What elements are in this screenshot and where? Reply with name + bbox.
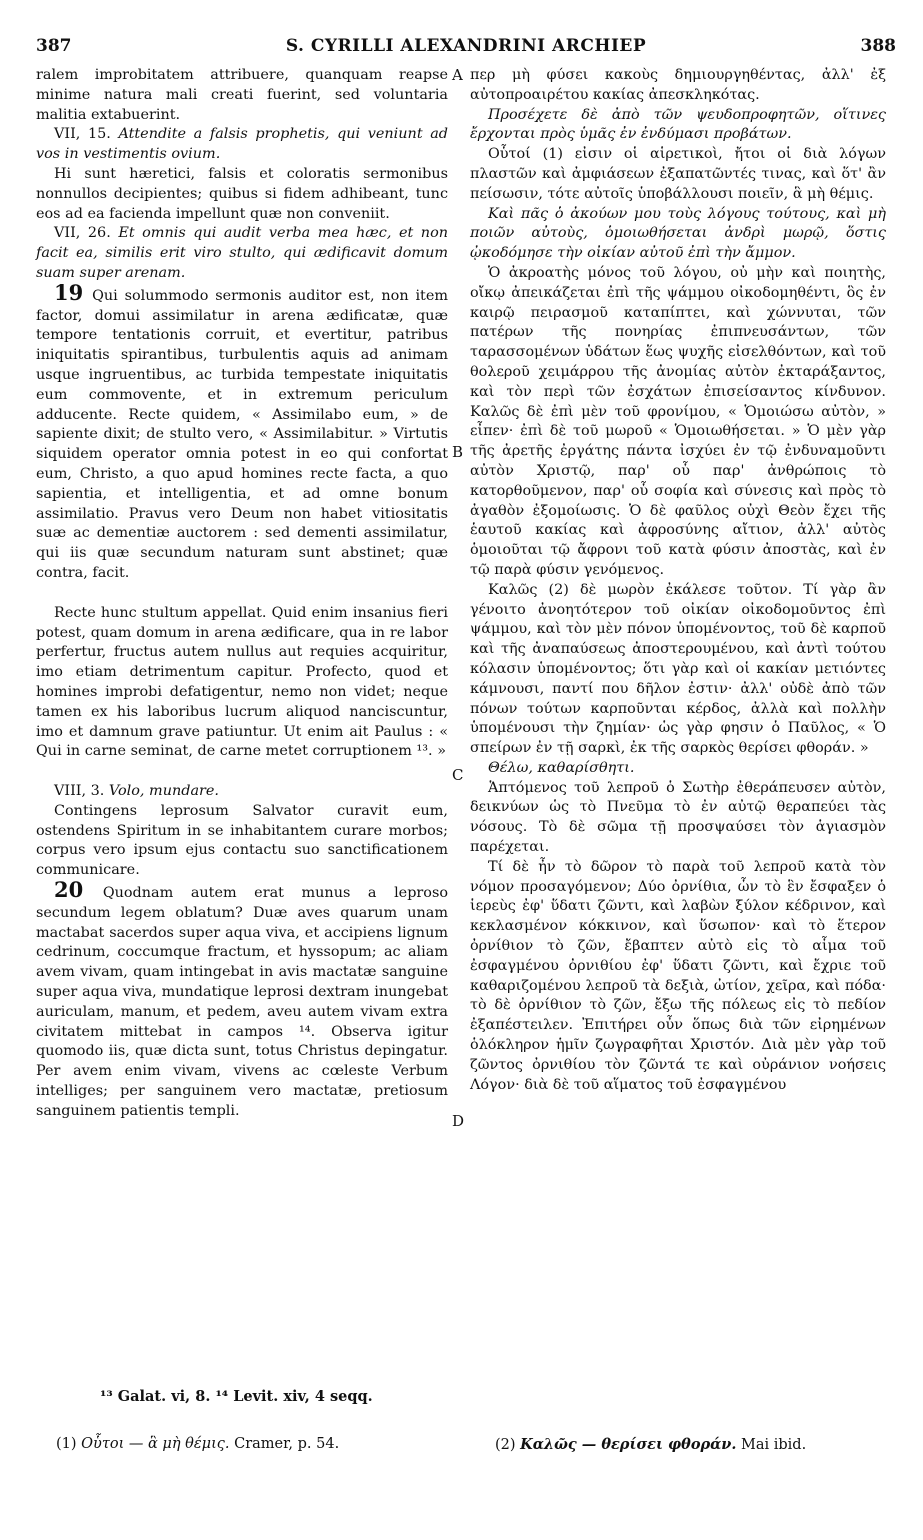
verse-quote: Et omnis qui audit verba mea hæc, et non facit ea, similis erit viro stulto, qui ædificavit domum suam super arenam. [36, 225, 449, 281]
editor-note-2: (2) Καλῶς — θερίσει φθοράν. Mai ibid. [495, 1436, 807, 1453]
greek-lemma: Θέλω, καθαρίσθητι. [488, 759, 635, 776]
latin-lemma [36, 224, 448, 283]
greek-paragraph: Ἁπτόμενος τοῦ λεπροῦ ὁ Σωτὴρ ἐθεράπευσεν αὐτὸν, δεικνύων ὡς τὸ Πνεῦμα τὸ ἐν αὐτῷ θεραπεύει τὰς νόσους. Τὸ δὲ σῶμα τῇ προσψαύσει τὸν ἁγιασμὸν παρέχεται. [470, 779, 886, 856]
verse-ref: VII, 26. [54, 225, 111, 242]
greek-paragraph: Ὁ ἀκροατὴς μόνος τοῦ λόγου, οὐ μὴν καὶ ποιητὴς, οἴκῳ ἀπεικάζεται ἐπὶ τῆς ψάμμου οἰκοδομηθέντι, ὃς ἐν καιρῷ πειρασμοῦ καταπίπτει, καὶ χώννυται, τῶν πατέρων τῆς πονηρίας ἐπιπνευσάντων, τῶν ταρασσομένων ὑδάτων ἕως ψυχῆς εἰσελθόντων, καὶ τοῦ θολεροῦ χειμάρρου τῆς ἀνομίας αὐτὸν ἐκταράξαντος, καὶ τὸν περὶ τῶν ἐσχάτων ἐπισείσαντος κίνδυνον. Καλῶς δὲ ἐπὶ μὲν τοῦ φρονίμου, « Ὁμοιώσω αὐτὸν, » εἶπεν· ἐπὶ δὲ τοῦ μωροῦ « Ὁμοιωθήσεται. » Ὁ μὲν γὰρ τῆς ἀρετῆς ἐργάτης πάντα ἰσχύει ἐν τῷ ἐνδυναμοῦντι αὐτὸν Χριστῷ, παρ' οὗ παρ' ἀνθρώποις τὸ κατορθοῦμενον, παρ' οὗ σοφία καὶ σύνεσις καὶ πρὸς τὸ ἀγαθὸν ἐξομοίωσις. Ὁ δὲ φαῦλος οὐχὶ Θεὸν ἔχει τῆς ἑαυτοῦ κακίας καὶ ἀφροσύνης αἴτιον, ἀλλ' αὐτὸς ὁμοιοῦται τῷ ἄφρονι τοῦ κατὰ φύσιν ἀποστὰς, καὶ ἐν τῷ παρὰ φύσιν γενόμενος. [470, 264, 886, 578]
verse-ref: VII, 15. [54, 126, 111, 143]
greek-lemma: Καὶ πᾶς ὁ ἀκούων μου τοὺς λόγους τούτους, καὶ μὴ ποιῶν αὐτοὺς, ὁμοιωθήσεται ἀνδρὶ μωρῷ, ὅστις ᾠκοδόμησε τὴν οἰκίαν αὐτοῦ ἐπὶ τὴν ἄμμον. [470, 205, 886, 262]
verse-quote: Attendite a falsis prophetis, qui veniunt ad vos in vestimentis ovium. [36, 126, 449, 163]
paragraph-gap [36, 762, 448, 782]
editor-note-1: (1) Οὗτοι — ἃ μὴ θέμις. Cramer, p. 54. [56, 1436, 340, 1452]
page-number-left: 387 [36, 36, 72, 56]
margin-letter-c: C [452, 766, 464, 784]
verse-quote: Volo, mundare. [108, 783, 219, 800]
margin-letter-b: B [452, 443, 464, 461]
verse-ref: VIII, 3. [54, 783, 105, 800]
latin-paragraph: Contingens leprosum Salvator curavit eum, ostendens Spiritum in se inhabitantem curare morbos; corpus vero ipsum ejus contactu suo sanctificationem communicare. [36, 802, 448, 879]
latin-paragraph: Recte hunc stultum appellat. Quid enim insanius fieri potest, quam domum in arena ædificare, qua in re labor perfertur, fructus autem nullus aut requies acquiritur, imo etiam detrimentum capitur. Profecto, quod et homines improbi defatigentur, nemo non videt; neque tamen ex his laboribus lucrum aliquod nanciscuntur, imo et damnum grave patiuntur. Ut enim ait Paulus : « Qui in carne seminat, de carne metet corruptionem ¹³. » [36, 604, 448, 760]
latin-lemma [36, 782, 448, 802]
scripture-footnotes: ¹³ Galat. vi, 8. ¹⁴ Levit. xiv, 4 seqq. [100, 1388, 373, 1405]
section-number: 19 [54, 279, 84, 305]
greek-column [470, 66, 886, 1095]
latin-paragraph: 19 Qui solummodo sermonis auditor est, non item factor, domui assimilatur in arena ædificatæ, quæ tempore tentationis corruit, et evertitur, patribus iniquitatis spirantibus, turbulentis aquis ad animam usque ingruentibus, ac turbida tempestate iniquitatis eum commovente, et in extremum periculum adducente. Recte quidem, « Assimilabo eum, » de sapiente dixit; de stulto vero, « Assimilabitur. » Virtutis siquidem operator omnia potest in eo qui confortat eum, Christo, a quo apud homines recte facta, a quo sapientia, et intelligentia, et ad omne bonum assimilatio. Pravus vero Deum non habet vitiositatis suæ ac dementiæ auctorem : sed dementi assimilatur, qui iis quæ secundum naturam sunt abstinet; quæ contra, facit. [36, 279, 448, 581]
section-number: 20 [54, 877, 84, 903]
latin-paragraph: ralem improbitatem attribuere, quanquam reapse minime natura mali creati fuerint, sed voluntaria malitia extabuerint. [36, 67, 448, 123]
margin-letter-a: A [452, 66, 463, 84]
latin-paragraph: 20 Quodnam autem erat munus a leproso secundum legem oblatum? Duæ aves quarum unam mactabat sacerdos super aqua viva, et accipiens lignum cedrinum, coccumque fractum, et hyssopum; ac aliam avem vivam, quam intingebat in avis mactatæ sanguine super aqua viva, mundatique leprosi dextram inungebat auriculam, manum, et pedem, aveu autem vivam extra civitatem mittebat in campos ¹⁴. Observa igitur quomodo iis, quæ dicta sunt, totus Christus depingatur. Per avem enim vivam, vivens ac cœleste Verbum intelliges; per sanguinem vero mactatæ, pretiosum sanguinem patientis templi. [36, 877, 448, 1119]
paragraph-gap [36, 584, 448, 604]
margin-letter-d: D [452, 1112, 465, 1130]
latin-lemma [36, 125, 448, 165]
running-header [36, 36, 896, 66]
greek-lemma: Προσέχετε δὲ ἀπὸ τῶν ψευδοπροφητῶν, οἵτινες ἔρχονται πρὸς ὑμᾶς ἐν ἐνδύμασι προβάτων. [470, 106, 886, 143]
greek-paragraph: Οὗτοί (1) εἰσιν οἱ αἱρετικοὶ, ἤτοι οἱ διὰ λόγων πλαστῶν καὶ ἀμφιάσεων ἐξαπατῶντές τινας, καὶ ὅτ' ἂν πείσωσιν, τότε αὐτοῖς ὑποβάλλουσι ποιεῖν, ἃ μὴ θέμις. [470, 146, 886, 202]
running-title: S. CYRILLI ALEXANDRINI ARCHIEP [285, 36, 647, 56]
page-number-right: 388 [860, 36, 896, 56]
latin-paragraph: Hi sunt hæretici, falsis et coloratis sermonibus nonnullos decipientes; quibus si fidem adhibeant, tunc eos ad ea facienda impellunt quæ non conveniit. [36, 165, 448, 222]
greek-paragraph: περ μὴ φύσει κακοὺς δημιουργηθέντας, ἀλλ' ἐξ αὐτοπροαιρέτου κακίας ἀπεσκληκότας. [470, 67, 886, 103]
greek-paragraph: Τί δὲ ἦν τὸ δῶρον τὸ παρὰ τοῦ λεπροῦ κατὰ τὸν νόμον προσαγόμενον; Δύο ὀρνίθια, ὧν τὸ ἓν ἔσφαξεν ὁ ἱερεὺς ἐφ' ὕδατι ζῶντι, καὶ λαβὼν ξύλον κέδρινον, καὶ κεκλασμένον κόκκινον, καὶ ὕσωπον· καὶ τὸ ἕτερον ὀρνίθιον τὸ ζῶν, ἔβαπτεν αὐτὸ εἰς τὸ αἷμα τοῦ ἐσφαγμένου ὀρνιθίου ἐφ' ὕδατι ζῶντι, καὶ ἔχριε τοῦ καθαριζομένου λεπροῦ τὰ δεξιὰ, ὠτίον, χεῖρα, καὶ πόδα· τὸ δὲ ὀρνίθιον τὸ ζῶν, ἔξω τῆς πόλεως εἰς τὸ πεδίον ἐξαπέστειλεν. Ἐπιτήρει οὖν ὅπως διὰ τῶν εἰρημένων ὁλόκληρον ἡμῖν ζωγραφῆται Χριστόν. Διὰ μὲν γὰρ τοῦ ζῶντος ὀρνιθίου τὸν ζῶντά τε καὶ οὐράνιον νοήσεις Λόγον· διὰ δὲ τοῦ αἵματος τοῦ ἐσφαγμένου [470, 858, 886, 1093]
greek-paragraph: Καλῶς (2) δὲ μωρὸν ἐκάλεσε τοῦτον. Τί γὰρ ἂν γένοιτο ἀνοητότερον τοῦ οἰκίαν οἰκοδομοῦντος ἐπὶ ψάμμου, καὶ τὸν μὲν πόνον ὑπομένοντος, τοῦ δὲ καρποῦ καὶ τῆς ἀναπαύσεως ἀποστερουμένου, καὶ ἀντὶ τούτου κόλασιν ὑπομένοντος; ὅτι γὰρ καὶ οἱ κακίαν μετιόντες κάμνουσι, παντί που δῆλον ἐστιν· ἀλλ' οὐδὲ ἀπὸ τῶν πόνων τούτων καρποῦνται κέρδος, ἀλλὰ καὶ πολλὴν ὑπομένουσι τὴν ζημίαν· ὡς γὰρ φησιν ὁ Παῦλος, « Ὁ σπείρων ἐν τῇ σαρκὶ, ἐκ τῆς σαρκὸς θερίσει φθοράν. » [470, 581, 886, 757]
latin-column [36, 66, 448, 1122]
